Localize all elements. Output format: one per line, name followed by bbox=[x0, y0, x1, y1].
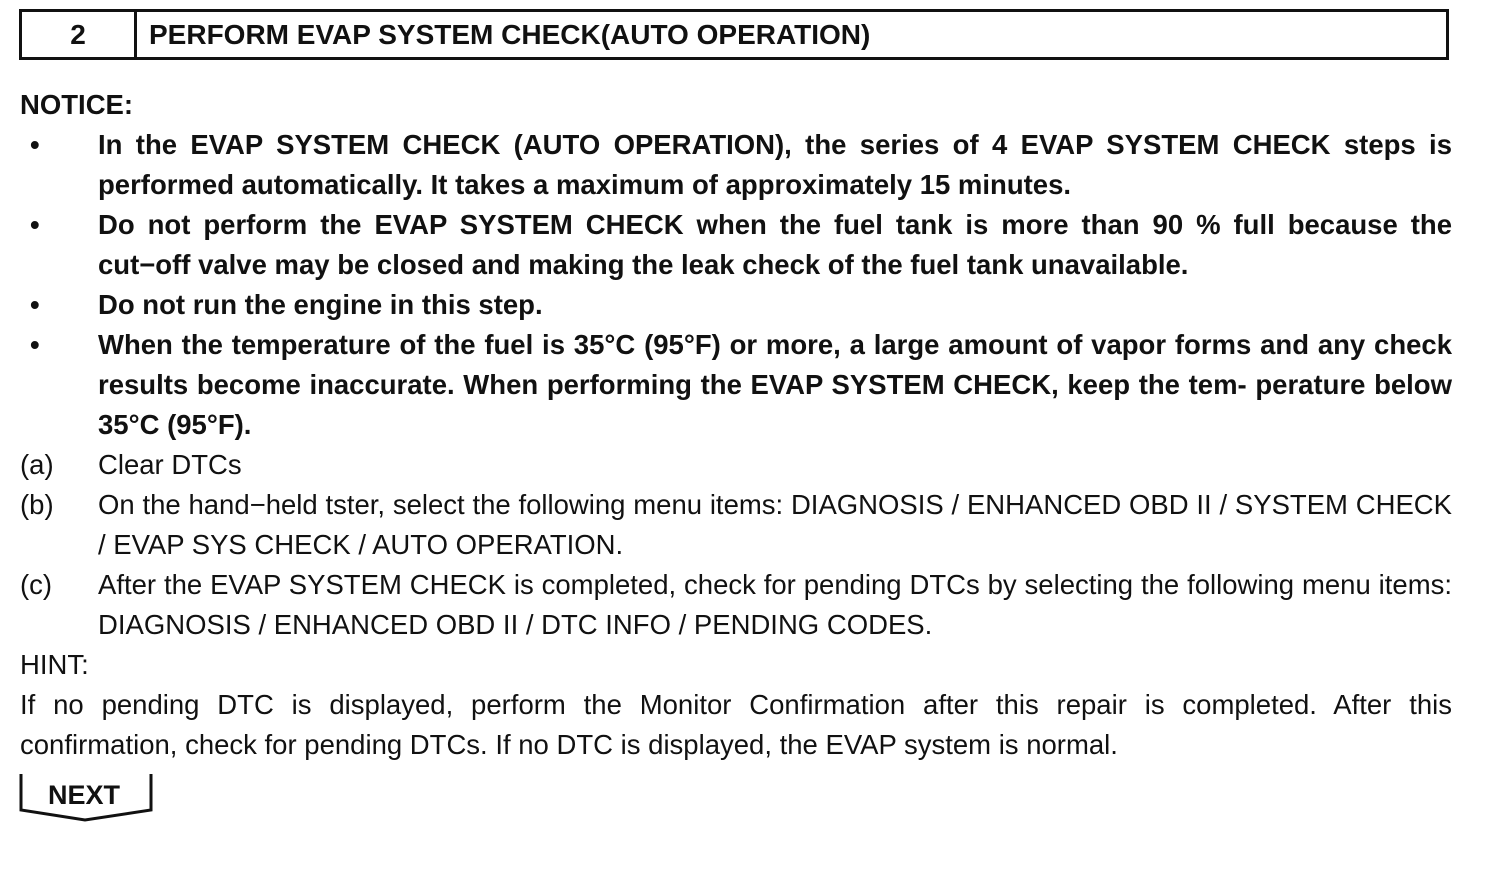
notice-item-text: Do not perform the EVAP SYSTEM CHECK when the fuel tank is more than 90 % full because the cut−off valve may be closed and making the leak check of the fuel tank unavailable. bbox=[98, 209, 1452, 280]
step-text: Clear DTCs bbox=[98, 449, 242, 480]
hint-text: If no pending DTC is displayed, perform the Monitor Confirmation after this repair is completed. After this confirmation, check for pending DTCs. If no DTC is displayed, the EVAP system is normal. bbox=[20, 689, 1452, 760]
step-item bbox=[20, 485, 1452, 565]
step-marker: (b) bbox=[20, 489, 54, 520]
notice-label: NOTICE: bbox=[20, 89, 134, 120]
bullet-icon: • bbox=[30, 289, 40, 320]
notice-item bbox=[20, 205, 1452, 285]
step-item bbox=[20, 565, 1452, 645]
step-title: PERFORM EVAP SYSTEM CHECK(AUTO OPERATION) bbox=[149, 18, 871, 50]
step-text: On the hand−held tster, select the following menu items: DIAGNOSIS / ENHANCED OBD II / SYSTEM CHECK / EVAP SYS CHECK / AUTO OPERATION. bbox=[98, 489, 1452, 560]
notice-item bbox=[20, 125, 1452, 205]
bullet-icon: • bbox=[30, 209, 40, 240]
notice-item bbox=[20, 285, 1452, 325]
step-header bbox=[19, 9, 1449, 60]
notice-item-text: Do not run the engine in this step. bbox=[98, 289, 543, 320]
next-button-label: NEXT bbox=[47, 780, 120, 810]
notice-item-text: In the EVAP SYSTEM CHECK (AUTO OPERATION), the series of 4 EVAP SYSTEM CHECK steps is performed automatically. It takes a maximum of approximately 15 minutes. bbox=[98, 129, 1452, 200]
procedure-content bbox=[20, 85, 1452, 765]
notice-item-text: When the temperature of the fuel is 35°C (95°F) or more, a large amount of vapor forms and any check results become inaccurate. When performing the EVAP SYSTEM CHECK, keep the tem- perature below 35°C (95°F). bbox=[98, 329, 1452, 440]
step-marker: (c) bbox=[20, 569, 53, 600]
bullet-icon: • bbox=[30, 129, 40, 160]
notice-item bbox=[20, 325, 1452, 445]
step-text: After the EVAP SYSTEM CHECK is completed, check for pending DTCs by selecting the following menu items: DIAGNOSIS / ENHANCED OBD II / DTC INFO / PENDING CODES. bbox=[98, 569, 1452, 640]
next-button[interactable] bbox=[19, 772, 154, 822]
step-number: 2 bbox=[22, 12, 137, 57]
step-marker: (a) bbox=[20, 449, 54, 480]
step-item bbox=[20, 445, 1452, 485]
hint-label: HINT: bbox=[20, 649, 89, 680]
bullet-icon: • bbox=[30, 329, 40, 360]
